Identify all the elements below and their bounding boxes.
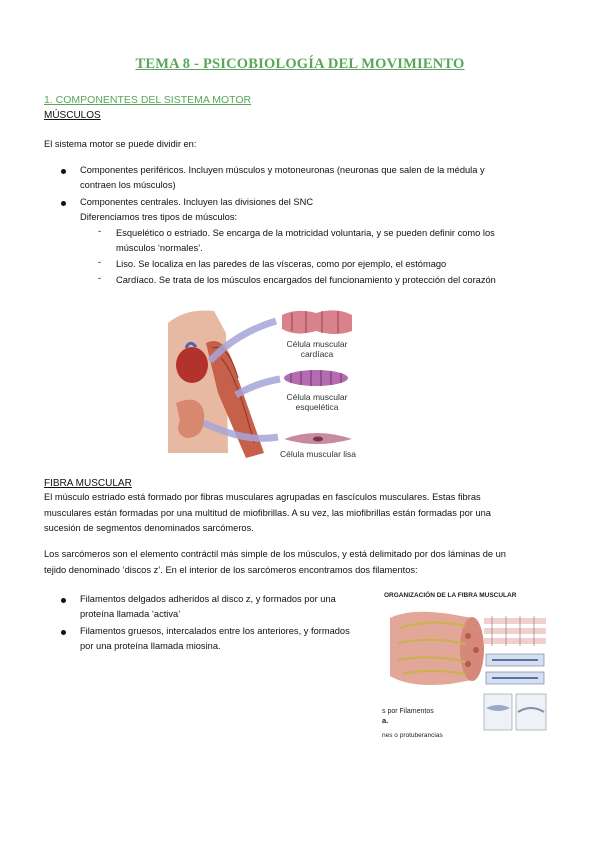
muscle-type-text: Liso. Se localiza en las paredes de las vísceras, como por ejemplo, el estómago (116, 259, 447, 269)
bullet-text: Componentes periféricos. Incluyen músculos y motoneuronas (neuronas que salen de la médula y (80, 165, 485, 175)
musculos-heading: MÚSCULOS (44, 110, 101, 121)
bullet-dot (61, 201, 66, 206)
label-skeletal-1: Célula muscular (286, 392, 348, 402)
fiber-bundle-icon (390, 612, 484, 685)
paragraph-line: tejido denominado ‘discos z’. En el interior de los sarcómeros encontramos dos filamentos: (44, 565, 418, 575)
intro-text: El sistema motor se puede dividir en: (44, 139, 197, 149)
label-smooth: Célula muscular lisa (279, 449, 357, 459)
bullet-dot (61, 630, 66, 635)
label-skeletal-2: esquelética (295, 402, 339, 412)
muscle-fiber-figure (380, 588, 550, 740)
label-cardiac-1: Célula muscular (286, 339, 348, 349)
muscle-type-text: músculos ‘normales’. (116, 243, 203, 253)
page-title: TEMA 8 - PSICOBIOLOGÍA DEL MOVIMIENTO (135, 56, 465, 72)
label-cardiac-2: cardíaca (300, 349, 334, 359)
muscle-types-figure (166, 303, 366, 463)
cardiac-cell-icon (282, 310, 352, 334)
muscle-type-text: Cardíaco. Se trata de los músculos encargados del funcionamiento y protección del corazón (116, 275, 496, 285)
sarcomere-detail-icon (486, 654, 544, 684)
filament-bullet-text: Filamentos delgados adheridos al disco z, y formados por una (80, 594, 336, 604)
filament-bullet-text: por una proteína llamada miosina. (80, 641, 221, 651)
bullet-text: Componentes centrales. Incluyen las divisiones del SNC (80, 197, 314, 207)
paragraph-line: Los sarcómeros son el elemento contráctil más simple de los músculos, y está delimitado por dos láminas de un (44, 549, 506, 559)
filament-bullet-text: proteína llamada ‘activa’ (80, 609, 181, 619)
dash-marker: - (98, 273, 102, 283)
stomach-shape (176, 400, 204, 438)
bullet-text: contraen los músculos) (80, 180, 176, 190)
myofibril-bands-icon (484, 616, 546, 646)
dash-marker: - (98, 257, 102, 267)
filament-bullet-text: Filamentos gruesos, intercalados entre los anteriores, y formados (80, 626, 350, 636)
arrow-skeletal (236, 379, 280, 395)
muscle-type-text: Esquelético o estriado. Se encarga de la motricidad voluntaria, y se pueden definir como los (116, 228, 495, 238)
fiber-caption-1: s por Filamentos (382, 708, 434, 715)
skeletal-cell-icon (284, 370, 348, 386)
paragraph-line: musculares están formadas por una multitud de miofibrillas. A su vez, las miofibrillas están formadas por una (44, 508, 491, 518)
section-heading: 1. COMPONENTES DEL SISTEMA MOTOR (44, 94, 252, 106)
fiber-figure-title: ORGANIZACIÓN DE LA FIBRA MUSCULAR (384, 592, 517, 599)
dash-marker: - (98, 226, 102, 236)
heart-shape (176, 347, 208, 383)
bullet-dot (61, 598, 66, 603)
fiber-caption-2: a. (382, 716, 389, 725)
paragraph-line: sucesión de segmentos denominados sarcómeros. (44, 523, 254, 533)
bullet-dot (61, 169, 66, 174)
fibra-heading: FIBRA MUSCULAR (44, 478, 132, 489)
paragraph-line: El músculo estriado está formado por fibras musculares agrupadas en fascículos musculares. Estas fibras (44, 492, 481, 502)
smooth-cell-icon (284, 433, 352, 444)
fiber-caption-3: nes o protuberancias (382, 732, 443, 739)
filament-detail-icon (484, 694, 546, 730)
bullet-text: Diferenciamos tres tipos de músculos: (80, 212, 238, 222)
